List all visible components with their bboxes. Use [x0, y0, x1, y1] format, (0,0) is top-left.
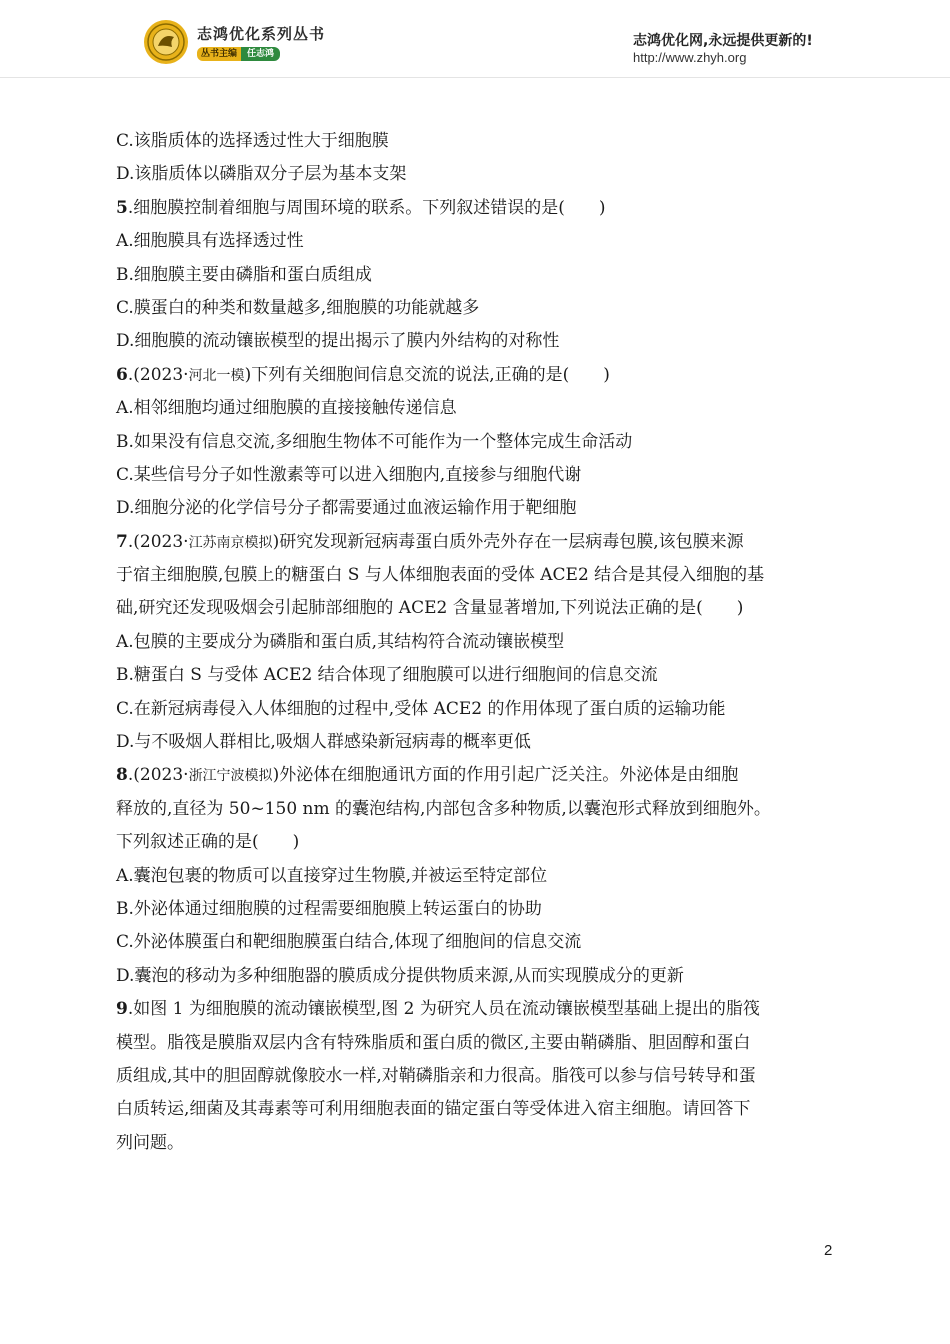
- q7-stem-text: )研究发现新冠病毒蛋白质外壳外存在一层病毒包膜,该包膜来源: [272, 531, 744, 552]
- q9-stem-line-2: 模型。脂筏是膜脂双层内含有特殊脂质和蛋白质的微区,主要由鞘磷脂、胆固醇和蛋白: [116, 1032, 751, 1053]
- editor-label: 丛书主编: [197, 47, 241, 61]
- header-divider: [0, 77, 950, 78]
- q7-source: 江苏南京模拟: [188, 534, 273, 551]
- q5-option-c: C.膜蛋白的种类和数量越多,细胞膜的功能就越多: [116, 297, 480, 318]
- q9-stem: [116, 993, 836, 1026]
- q8-option-a: A.囊泡包裹的物质可以直接穿过生物膜,并被运至特定部位: [116, 865, 548, 886]
- page-number: 2: [824, 1242, 833, 1259]
- q8-option-b: B.外泌体通过细胞膜的过程需要细胞膜上转运蛋白的协助: [116, 898, 542, 919]
- page-header: [0, 0, 950, 80]
- q9-stem-line-5: 列问题。: [116, 1132, 184, 1153]
- q9-stem-line-3: 质组成,其中的胆固醇就像胶水一样,对鞘磷脂亲和力很高。脂筏可以参与信号转导和蛋: [116, 1065, 756, 1086]
- q8-stem: [116, 759, 836, 792]
- q7-year: .(2023·: [127, 531, 189, 552]
- site-url[interactable]: http://www.zhyh.org: [633, 50, 747, 65]
- q7-option-b: B.糖蛋白 S 与受体 ACE2 结合体现了细胞膜可以进行细胞间的信息交流: [116, 665, 658, 686]
- series-title: 志鸿优化系列丛书: [197, 25, 326, 43]
- q6-option-d: D.细胞分泌的化学信号分子都需要通过血液运输作用于靶细胞: [116, 498, 577, 519]
- q5-option-b: B.细胞膜主要由磷脂和蛋白质组成: [116, 264, 372, 285]
- q8-stem-text: )外泌体在细胞通讯方面的作用引起广泛关注。外泌体是由细胞: [272, 765, 739, 786]
- question-number: 9: [116, 999, 128, 1020]
- q7-option-c: C.在新冠病毒侵入人体细胞的过程中,受体 ACE2 的作用体现了蛋白质的运输功能: [116, 698, 726, 719]
- question-number: 8: [116, 765, 128, 786]
- q6-option-c: C.某些信号分子如性激素等可以进入细胞内,直接参与细胞代谢: [116, 464, 582, 485]
- q9-stem-text: .如图 1 为细胞膜的流动镶嵌模型,图 2 为研究人员在流动镶嵌模型基础上提出的脂筏: [127, 999, 760, 1020]
- q6-option-a: A.相邻细胞均通过细胞膜的直接接触传递信息: [116, 398, 457, 419]
- q5-stem: [116, 192, 836, 225]
- q5-stem-text: .细胞膜控制着细胞与周围环境的联系。下列叙述错误的是( ): [127, 197, 606, 218]
- q8-source: 浙江宁波模拟: [188, 768, 273, 785]
- q6-stem: [116, 359, 836, 392]
- q6-option-b: B.如果没有信息交流,多细胞生物体不可能作为一个整体完成生命活动: [116, 431, 633, 452]
- q4-option-c: C.该脂质体的选择透过性大于细胞膜: [116, 131, 389, 151]
- editor-tag: [197, 47, 280, 61]
- q8-year: .(2023·: [127, 765, 189, 786]
- q7-stem-line-2: 于宿主细胞膜,包膜上的糖蛋白 S 与人体细胞表面的受体 ACE2 结合是其侵入细胞的基: [116, 565, 765, 586]
- q5-option-a: A.细胞膜具有选择透过性: [116, 231, 304, 252]
- question-number: 7: [116, 531, 128, 552]
- emblem-icon: [143, 19, 189, 65]
- q8-stem-line-2: 释放的,直径为 50~150 nm 的囊泡结构,内部包含多种物质,以囊泡形式释放到细胞外。: [116, 798, 771, 819]
- question-content: [116, 125, 836, 1160]
- q7-option-a: A.包膜的主要成分为磷脂和蛋白质,其结构符合流动镶嵌模型: [116, 631, 565, 652]
- editor-name: 任志鸿: [241, 47, 280, 61]
- series-logo: [143, 19, 403, 69]
- q4-option-d: D.该脂质体以磷脂双分子层为基本支架: [116, 164, 407, 185]
- q7-stem: [116, 526, 836, 559]
- site-slogan: 志鸿优化网,永远提供更新的!: [633, 33, 813, 49]
- q5-option-d: D.细胞膜的流动镶嵌模型的提出揭示了膜内外结构的对称性: [116, 331, 560, 352]
- question-number: 6: [116, 364, 128, 385]
- q7-stem-line-3: 础,研究还发现吸烟会引起肺部细胞的 ACE2 含量显著增加,下列说法正确的是( ): [116, 598, 744, 619]
- q8-option-c: C.外泌体膜蛋白和靶细胞膜蛋白结合,体现了细胞间的信息交流: [116, 932, 582, 953]
- question-number: 5: [116, 197, 128, 218]
- q8-stem-line-3: 下列叙述正确的是( ): [116, 832, 300, 853]
- q7-option-d: D.与不吸烟人群相比,吸烟人群感染新冠病毒的概率更低: [116, 732, 531, 753]
- q8-option-d: D.囊泡的移动为多种细胞器的膜质成分提供物质来源,从而实现膜成分的更新: [116, 965, 684, 986]
- q6-stem-text: )下列有关细胞间信息交流的说法,正确的是( ): [244, 364, 610, 385]
- q6-year: .(2023·: [127, 364, 189, 385]
- q6-source: 河北一模: [188, 367, 245, 384]
- q9-stem-line-4: 白质转运,细菌及其毒素等可利用细胞表面的锚定蛋白等受体进入宿主细胞。请回答下: [116, 1099, 751, 1120]
